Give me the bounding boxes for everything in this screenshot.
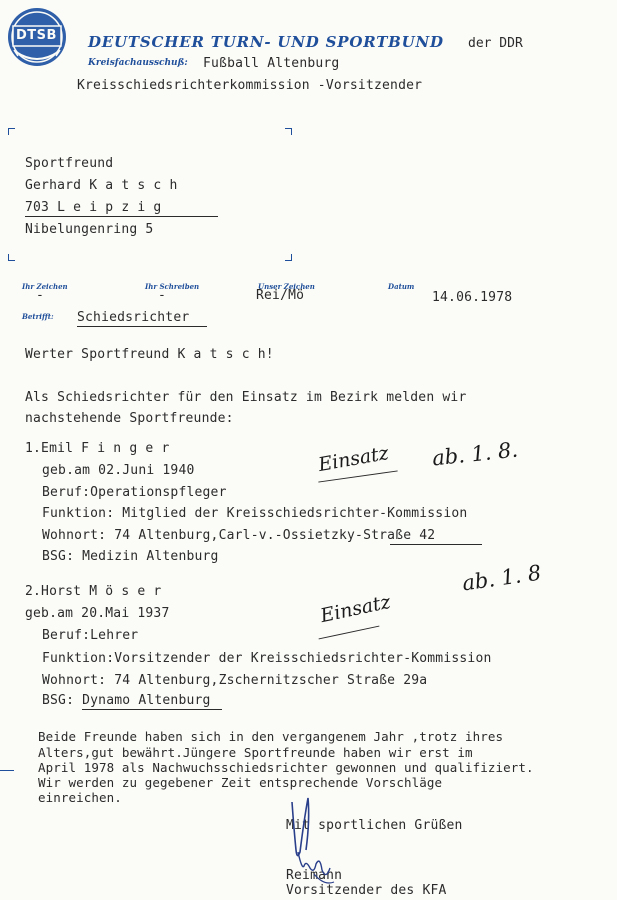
betrifft-underline [77, 326, 207, 327]
person2-residence: Wohnort: 74 Altenburg,Zschernitzscher Straße 29a [42, 673, 428, 688]
window-corner-tl [8, 128, 15, 135]
person1-residence-underline [390, 544, 482, 545]
datum-label: Datum [388, 282, 415, 291]
closing-line-1: Beide Freunde haben sich in den vergangenem Jahr ,trotz ihres [38, 729, 504, 744]
person2-club-underline [82, 709, 222, 710]
person2-job: Beruf:Lehrer [42, 628, 139, 643]
closing-line-4: Wir werden zu gegebener Zeit entsprechende Vorschläge [38, 775, 443, 790]
dtsb-logo [6, 6, 68, 68]
greeting: Mit sportlichen Grüßen [286, 818, 463, 833]
person1-club: BSG: Medizin Altenburg [42, 549, 219, 564]
closing-line-2: Alters,gut bewährt.Jüngere Sportfreunde haben wir erst im [38, 745, 473, 760]
handwritten-einsatz-2-underline [319, 626, 380, 640]
ihr-zeichen-value: - [36, 288, 45, 303]
address-line-4: Nibelungenring 5 [25, 222, 154, 237]
ihr-schreiben-value: - [158, 288, 167, 303]
org-name: DEUTSCHER TURN- UND SPORTBUND [88, 33, 444, 51]
handwritten-date-2: ab. 1. 8 [460, 560, 543, 596]
person1-born: geb.am 02.Juni 1940 [42, 463, 195, 478]
unser-zeichen-label: Unser Zeichen [258, 282, 315, 291]
window-corner-tr [285, 128, 292, 135]
fold-mark [0, 770, 14, 771]
window-corner-br [285, 254, 292, 261]
person1-residence: Wohnort: 74 Altenburg,Carl-v.-Ossietzky-Straße 42 [42, 528, 436, 543]
person2-born: geb.am 20.Mai 1937 [25, 606, 170, 621]
address-underline [25, 216, 218, 217]
commission-line: Kreisschiedsrichterkommission -Vorsitzender [77, 78, 423, 93]
datum-value: 14.06.1978 [432, 290, 513, 305]
closing-line-5: einreichen. [38, 790, 122, 805]
salutation: Werter Sportfreund K a t s c h! [25, 347, 274, 362]
address-line-1: Sportfreund [25, 156, 114, 171]
betrifft-label: Betrifft: [22, 312, 54, 321]
intro-line-1: Als Schiedsrichter für den Einsatz im Bezirk melden wir [25, 390, 467, 405]
logo-text: DTSB [16, 28, 57, 43]
intro-line-2: nachstehende Sportfreunde: [25, 411, 234, 426]
person2-function: Funktion:Vorsitzender der Kreisschiedsrichter-Kommission [42, 651, 492, 666]
address-line-3: 703 L e i p z i g [25, 200, 162, 215]
person1-function: Funktion: Mitglied der Kreisschiedsrichter-Kommission [42, 506, 468, 521]
ihr-schreiben-label: Ihr Schreiben [145, 282, 200, 291]
unser-zeichen-value: Rei/Mö [256, 288, 305, 303]
committee-label: Kreisfachausschuß: [88, 58, 188, 68]
handwritten-signature [284, 790, 344, 900]
person2-club: BSG: Dynamo Altenburg [42, 693, 211, 708]
signer-name: Reimann [286, 868, 343, 883]
handwritten-einsatz-2: Einsatz [318, 590, 393, 628]
person1-job: Beruf:Operationspfleger [42, 485, 227, 500]
signer-title: Vorsitzender des KFA [286, 883, 447, 898]
person1-name: 1.Emil F i n g e r [25, 441, 170, 456]
committee-value: Fußball Altenburg [203, 56, 340, 71]
handwritten-date-1: ab. 1. 8. [430, 437, 520, 471]
handwritten-einsatz-1: Einsatz [316, 442, 391, 476]
betrifft-value: Schiedsrichter [77, 310, 190, 325]
org-suffix: der DDR [468, 36, 523, 51]
window-corner-bl [8, 254, 15, 261]
closing-line-3: April 1978 als Nachwuchsschiedsrichter gewonnen und qualifiziert. [38, 760, 534, 775]
address-line-2: Gerhard K a t s c h [25, 178, 178, 193]
ihr-zeichen-label: Ihr Zeichen [22, 282, 68, 291]
person2-name: 2.Horst M ö s e r [25, 584, 162, 599]
